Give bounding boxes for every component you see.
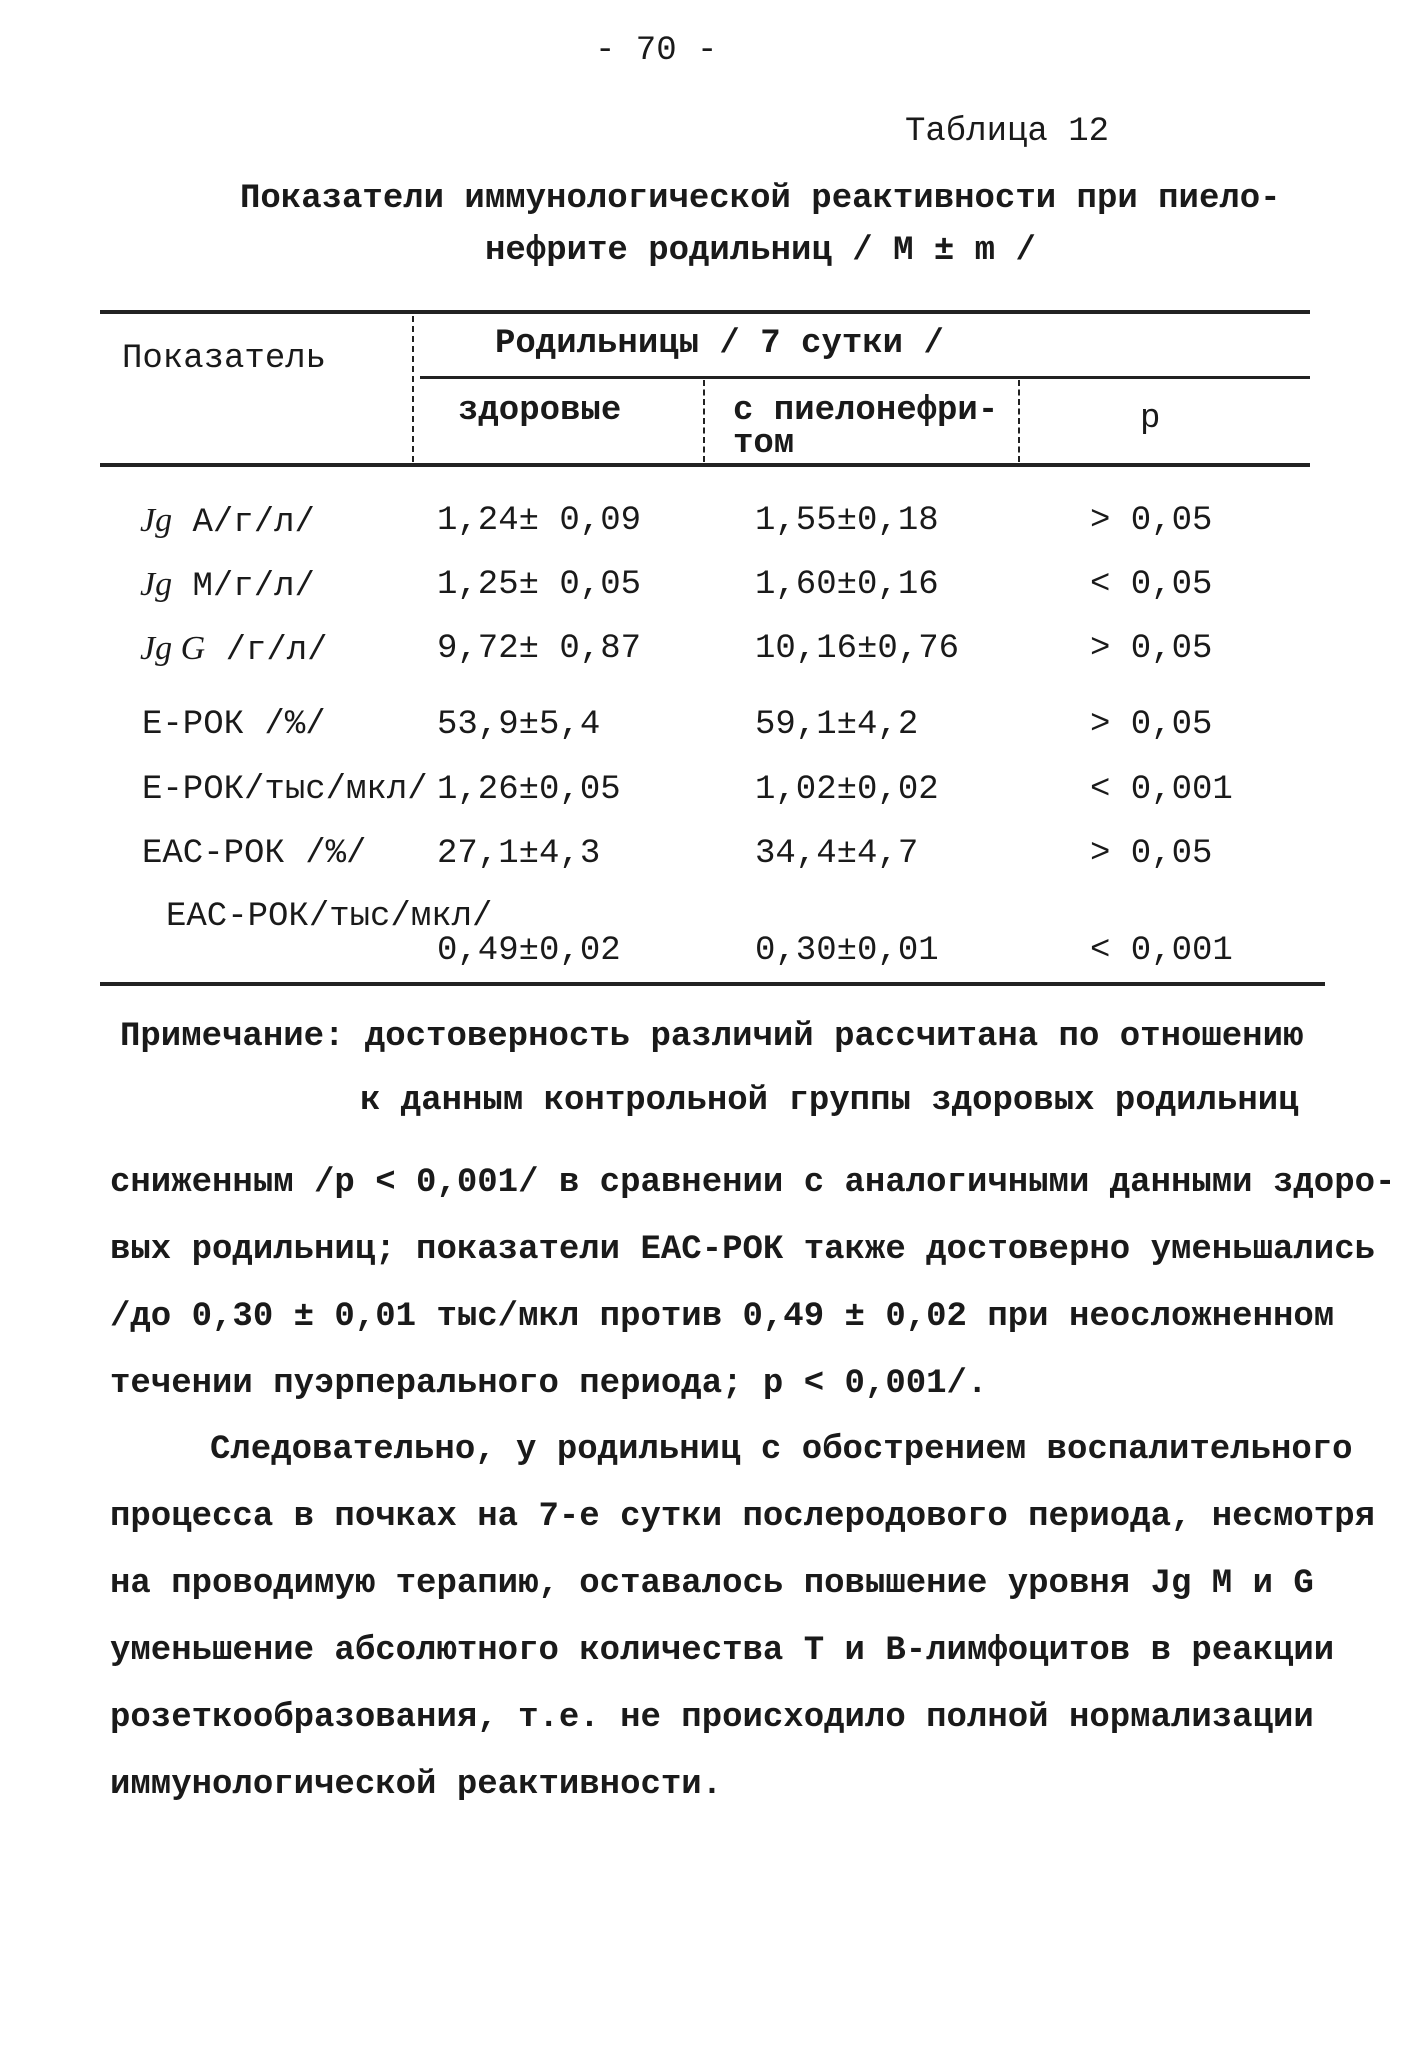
- row-label: Е-РОК/тыс/мкл/: [142, 771, 428, 809]
- row-healthy: 27,1±4,3: [437, 835, 601, 873]
- header-mid-rule: [420, 376, 1310, 379]
- row-pyelo: 10,16±0,76: [755, 630, 960, 668]
- row-p: < 0,001: [1090, 932, 1233, 970]
- row-healthy: 1,26±0,05: [437, 771, 621, 809]
- header-divider-3: [1018, 380, 1020, 462]
- row-pyelo: 0,30±0,01: [755, 932, 939, 970]
- row-label: Jg M/г/л/: [140, 566, 315, 606]
- table-caption-line2: нефрите родильниц / М ± m /: [485, 232, 1036, 270]
- text-line: течении пуэрперального периода; р < 0,001/.: [110, 1365, 988, 1403]
- row-p: > 0,05: [1090, 502, 1213, 540]
- table-row: [100, 630, 1330, 680]
- row-pyelo: 1,55±0,18: [755, 502, 939, 540]
- text-line: /до 0,30 ± 0,01 тыс/мкл против 0,49 ± 0,02 при неосложненном: [110, 1298, 1335, 1336]
- row-pyelo: 34,4±4,7: [755, 835, 919, 873]
- row-pyelo: 1,02±0,02: [755, 771, 939, 809]
- note-line2: к данным контрольной группы здоровых родильниц: [360, 1082, 1299, 1120]
- row-label: ЕАС-РОК/тыс/мкл/: [166, 898, 493, 936]
- text-line: процесса в почках на 7-е сутки послеродового периода, несмотря: [110, 1498, 1376, 1536]
- table-top-rule: [100, 310, 1310, 314]
- row-label: ЕАС-РОК /%/: [142, 835, 367, 873]
- table-row: [100, 706, 1330, 756]
- header-bottom-rule: [100, 463, 1310, 467]
- text-line: вых родильниц; показатели ЕАС-РОК также достоверно уменьшались: [110, 1231, 1376, 1269]
- row-healthy: 9,72± 0,87: [437, 630, 642, 668]
- row-label: Jg G /г/л/: [140, 630, 328, 670]
- row-p: < 0,05: [1090, 566, 1213, 604]
- text-line: сниженным /р < 0,001/ в сравнении с аналогичными данными здоро-: [110, 1164, 1396, 1202]
- table-bottom-rule: [100, 982, 1325, 986]
- header-divider-1: [412, 316, 414, 462]
- text-line: иммунологической реактивности.: [110, 1766, 723, 1804]
- header-group: Родильницы / 7 сутки /: [495, 325, 944, 363]
- row-healthy: 0,49±0,02: [437, 932, 621, 970]
- header-divider-2: [703, 380, 705, 462]
- row-p: > 0,05: [1090, 630, 1213, 668]
- text-line: уменьшение абсолютного количества Т и В-лимфоцитов в реакции: [110, 1632, 1335, 1670]
- table-label: Таблица 12: [905, 113, 1110, 151]
- row-label: Е-РОК /%/: [142, 706, 326, 744]
- row-label: Jg A/г/л/: [140, 502, 315, 542]
- row-p: < 0,001: [1090, 771, 1233, 809]
- row-healthy: 1,24± 0,09: [437, 502, 642, 540]
- text-line: на проводимую терапию, оставалось повышение уровня Jg M и G: [110, 1565, 1314, 1603]
- header-pyelo-line1: с пиелонефри-: [733, 392, 999, 430]
- note-line1: Примечание: достоверность различий рассчитана по отношению: [120, 1018, 1304, 1056]
- header-indicator: Показатель: [122, 340, 327, 378]
- table-caption-line1: Показатели иммунологической реактивности при пиело-: [240, 180, 1281, 218]
- table-body: [100, 470, 1330, 970]
- page-number: - 70 -: [595, 32, 718, 70]
- text-line: Следовательно, у родильниц с обострением воспалительного: [210, 1431, 1353, 1469]
- table-row: [100, 502, 1330, 552]
- row-p: > 0,05: [1090, 706, 1213, 744]
- row-p: > 0,05: [1090, 835, 1213, 873]
- row-pyelo: 59,1±4,2: [755, 706, 919, 744]
- row-pyelo: 1,60±0,16: [755, 566, 939, 604]
- table-row: [100, 566, 1330, 616]
- paragraph-2: [110, 1417, 1376, 1819]
- row-healthy: 1,25± 0,05: [437, 566, 642, 604]
- paragraph-1: [110, 1150, 1396, 1418]
- text-line: розеткообразования, т.е. не происходило полной нормализации: [110, 1699, 1314, 1737]
- table-row: [100, 771, 1330, 821]
- header-pyelo-line2: том: [733, 425, 795, 463]
- table-row: [100, 835, 1330, 885]
- header-p: р: [1140, 400, 1161, 438]
- header-healthy: здоровые: [458, 392, 622, 430]
- row-healthy: 53,9±5,4: [437, 706, 601, 744]
